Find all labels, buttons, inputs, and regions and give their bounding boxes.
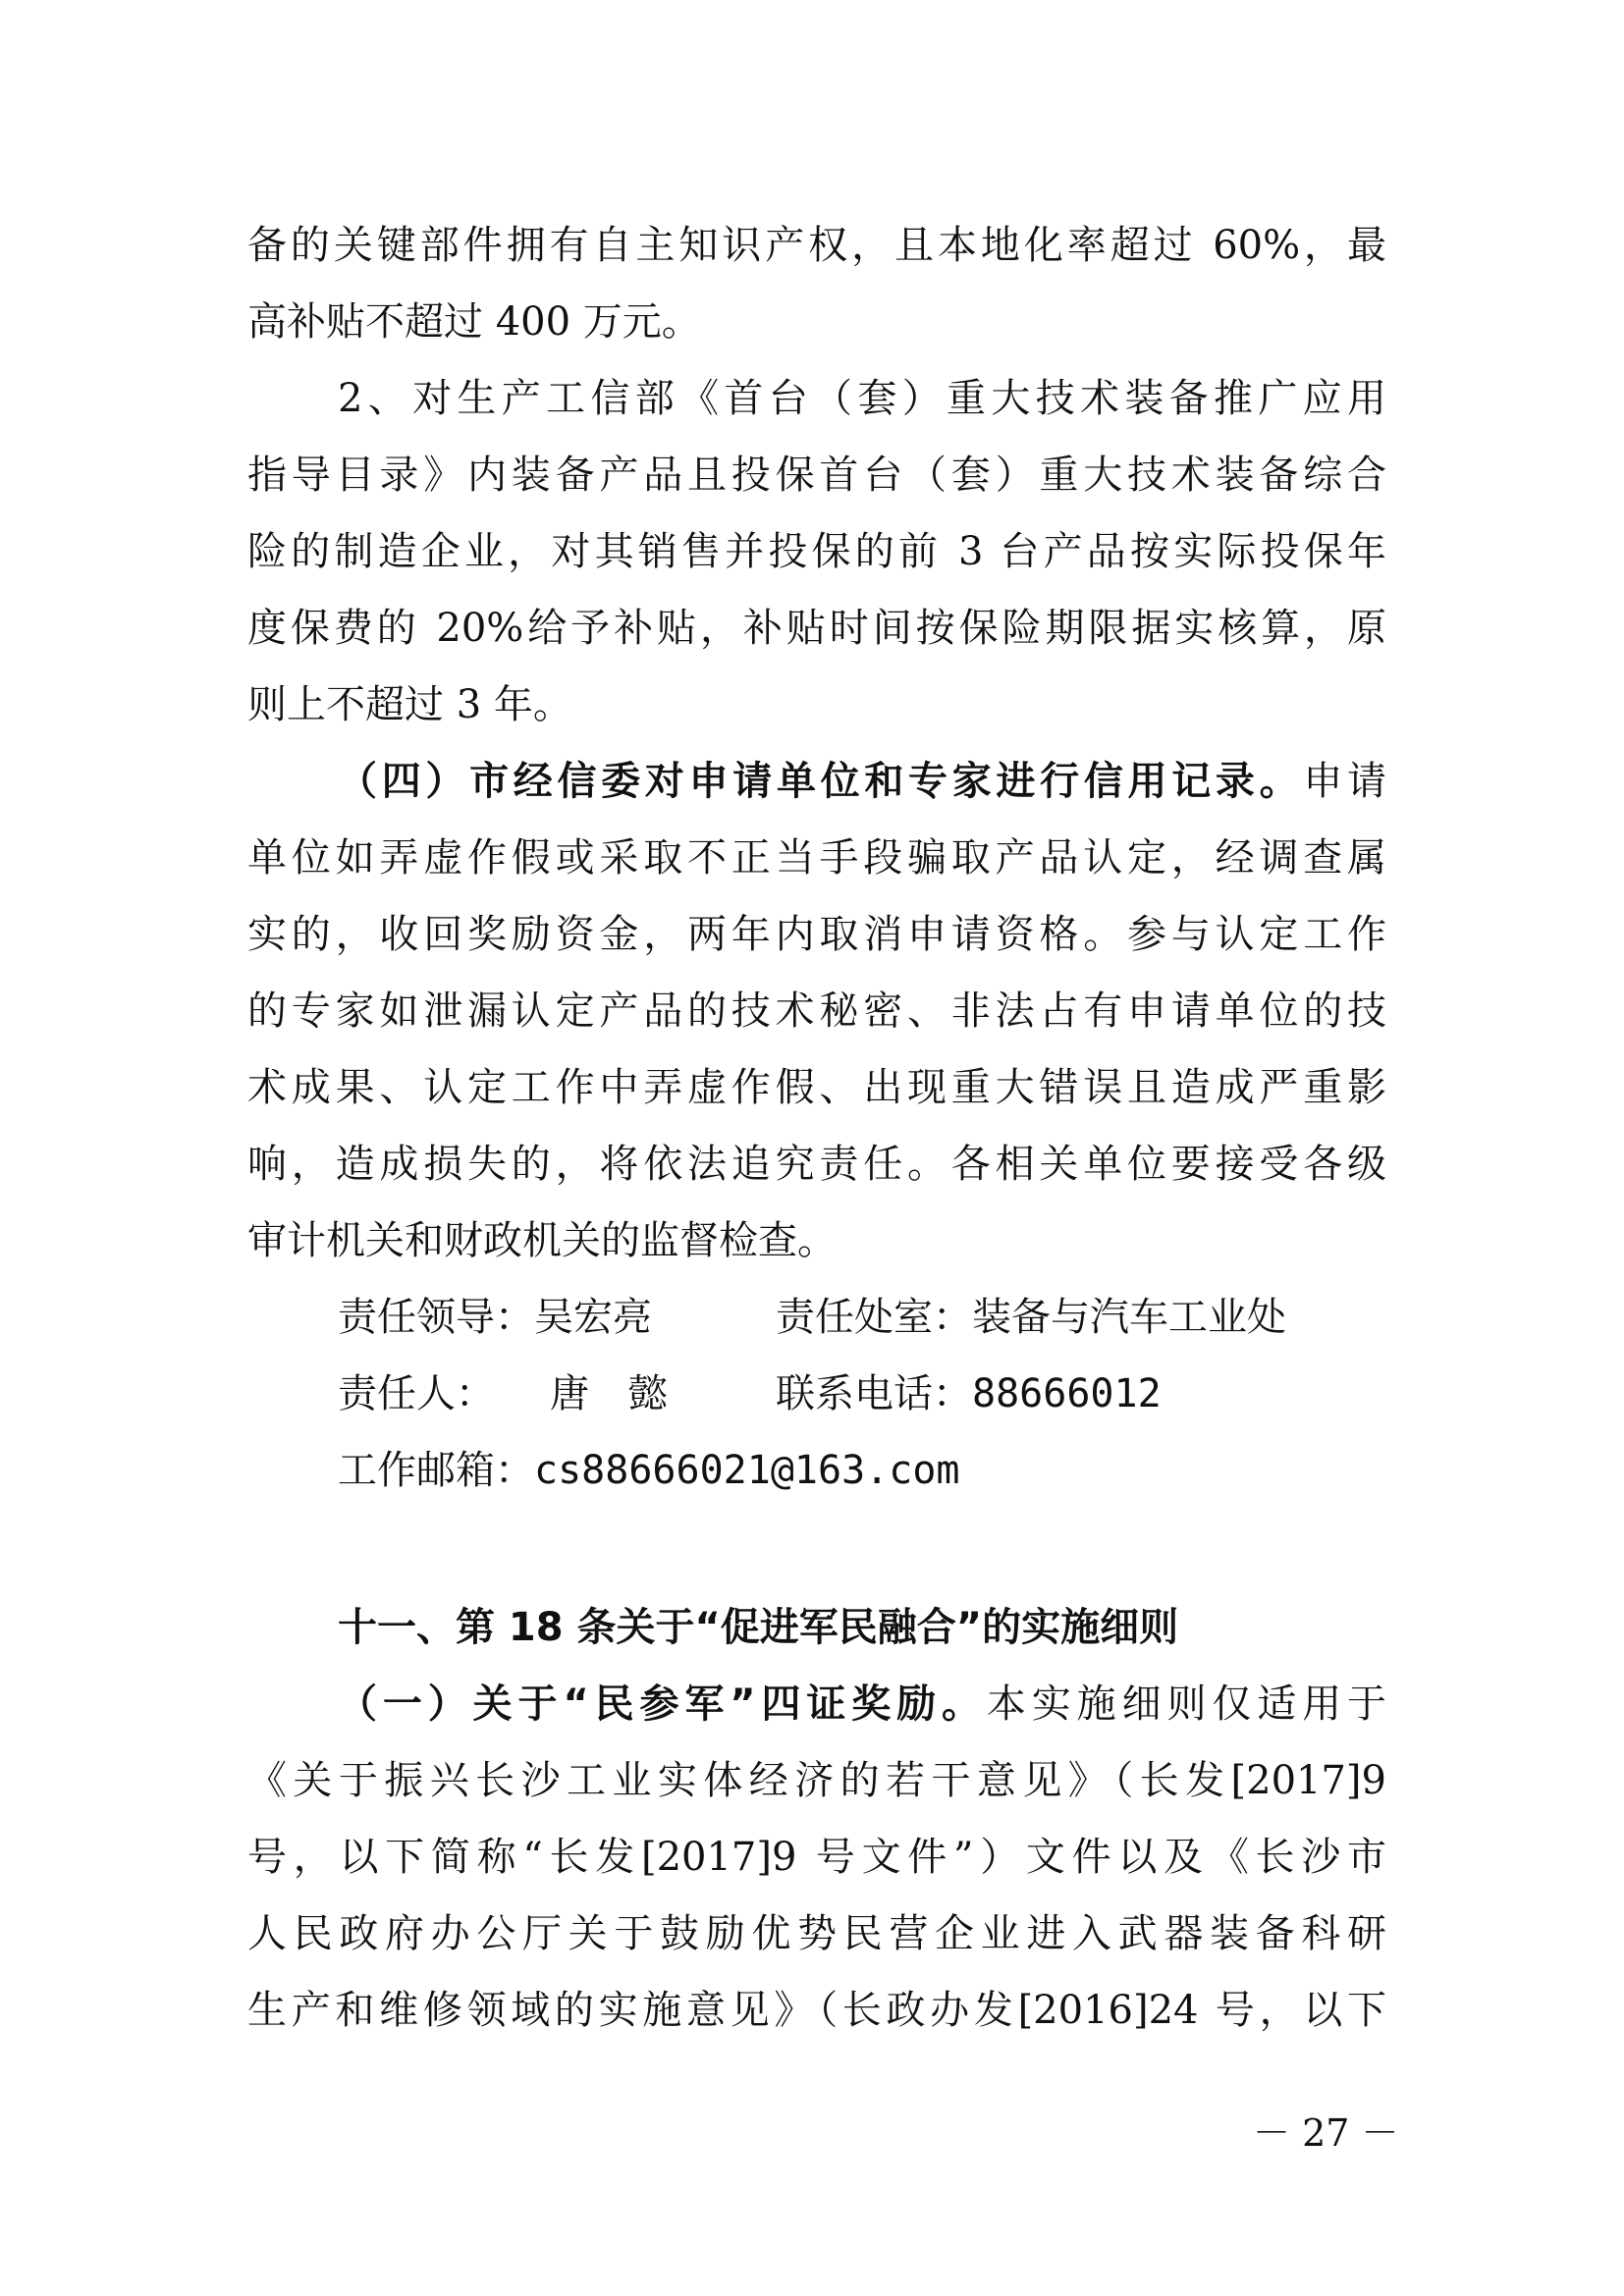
- paragraph-line: 审计机关和财政机关的监督检查。: [247, 1218, 837, 1263]
- section-11-1-heading-rest: 本实施细则仅适用于: [986, 1682, 1386, 1727]
- section-4-heading: （四）市经信委对申请单位和专家进行信用记录。: [338, 759, 1304, 804]
- paragraph-line: 度保费的 20%给予补贴，补贴时间按保险期限据实核算，原: [247, 606, 1386, 651]
- section-11-title: 十一、第 18 条关于“促进军民融合”的实施细则: [338, 1605, 1179, 1650]
- paragraph-line: 指导目录》内装备产品且投保首台（套）重大技术装备综合: [247, 453, 1386, 498]
- paragraph-line: 号，以下简称“长发[2017]9 号文件”）文件以及《长沙市: [247, 1835, 1386, 1880]
- person-label: 责任人：: [338, 1371, 495, 1416]
- office-label: 责任处室：: [776, 1295, 972, 1340]
- paragraph-line: 实的，收回奖励资金，两年内取消申请资格。参与认定工作: [247, 912, 1386, 957]
- leader-label: 责任领导：: [338, 1295, 534, 1340]
- email-label: 工作邮箱：: [338, 1448, 534, 1493]
- office-name: 装备与汽车工业处: [972, 1295, 1286, 1340]
- phone-value: 88666012: [972, 1371, 1162, 1416]
- paragraph-line: 则上不超过 3 年。: [247, 682, 572, 727]
- paragraph-line: 的专家如泄漏认定产品的技术秘密、非法占有申请单位的技: [247, 988, 1386, 1034]
- paragraph-line: 单位如弄虚作假或采取不正当手段骗取产品认定，经调查属: [247, 835, 1386, 881]
- leader-name: 吴宏亮: [534, 1295, 652, 1340]
- paragraph-line: 《关于振兴长沙工业实体经济的若干意见》（长发[2017]9: [247, 1758, 1386, 1803]
- section-4-first-line: [338, 754, 1386, 809]
- section-11-1-heading: （一）关于“民参军”四证奖励。: [338, 1682, 987, 1727]
- phone-label: 联系电话：: [776, 1371, 972, 1416]
- paragraph-line: 人民政府办公厅关于鼓励优势民营企业进入武器装备科研: [247, 1911, 1386, 1956]
- section-4-heading-rest: 申请: [1303, 759, 1386, 804]
- email-value: cs88666021@163.com: [534, 1448, 960, 1493]
- section-11-1-first-line: [338, 1677, 1386, 1732]
- person-name: 唐 懿: [550, 1371, 668, 1416]
- page-number: － 27 －: [1253, 2111, 1399, 2155]
- paragraph-line: 2、对生产工信部《首台（套）重大技术装备推广应用: [338, 376, 1386, 421]
- paragraph-line: 术成果、认定工作中弄虚作假、出现重大错误且造成严重影: [247, 1065, 1386, 1110]
- paragraph-line: 备的关键部件拥有自主知识产权，且本地化率超过 60%，最: [247, 223, 1386, 268]
- paragraph-line: 响，造成损失的，将依法追究责任。各相关单位要接受各级: [247, 1142, 1386, 1187]
- paragraph-line: 高补贴不超过 400 万元。: [247, 299, 701, 345]
- paragraph-line: 生产和维修领域的实施意见》（长政办发[2016]24 号，以下: [247, 1988, 1386, 2033]
- paragraph-line: 险的制造企业，对其销售并投保的前 3 台产品按实际投保年: [247, 529, 1386, 574]
